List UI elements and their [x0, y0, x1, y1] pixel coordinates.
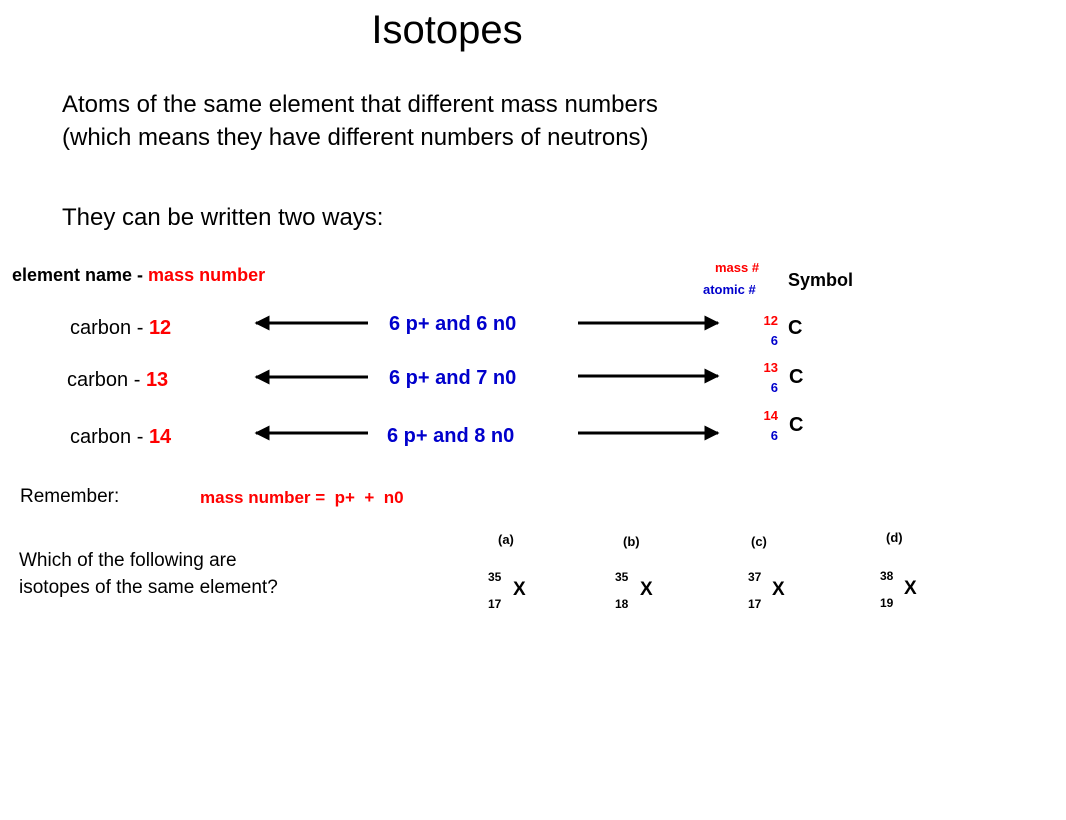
row-3-mass-number: 14: [763, 408, 778, 423]
atomic-label: atomic #: [703, 282, 756, 297]
question-line-1: Which of the following are: [19, 550, 237, 571]
row-1-name: carbon -: [70, 317, 149, 339]
row-1-atomic-number: 6: [770, 333, 778, 348]
row-3-name: carbon -: [70, 426, 149, 448]
option-b-label: (b): [623, 534, 640, 549]
option-d-mass: 38: [880, 569, 894, 583]
question-line-2: isotopes of the same element?: [19, 577, 278, 598]
page-title: Isotopes: [371, 8, 523, 52]
option-c-mass: 37: [748, 570, 762, 584]
row-3-atomic-number: 6: [770, 428, 778, 443]
row-2-symbol: C: [789, 366, 804, 388]
row-2-name: carbon -: [67, 369, 146, 391]
row-1-mass: 12: [148, 317, 172, 339]
remember-label: Remember:: [20, 486, 120, 507]
row-2-composition: 6 p+ and 7 n0: [389, 367, 517, 389]
option-d-symbol: X: [904, 578, 917, 599]
option-a-symbol: X: [513, 579, 526, 600]
row-1-composition: 6 p+ and 6 n0: [389, 313, 517, 335]
definition-line-2: (which means they have different numbers of neutrons): [62, 124, 649, 151]
row-3-mass: 14: [148, 426, 172, 448]
ways-text: They can be written two ways:: [62, 204, 384, 231]
option-d-label: (d): [886, 530, 903, 545]
option-c-label: (c): [751, 534, 767, 549]
row-1-symbol: C: [788, 317, 803, 339]
symbol-label: Symbol: [788, 270, 854, 290]
option-a-mass: 35: [488, 570, 502, 584]
row-2-atomic-number: 6: [770, 380, 778, 395]
option-a-atomic: 17: [488, 597, 502, 611]
option-a-label: (a): [498, 532, 514, 547]
option-b-symbol: X: [640, 579, 653, 600]
option-b-atomic: 18: [615, 597, 629, 611]
element-name-prefix: element name -: [12, 265, 149, 285]
definition-line-1: Atoms of the same element that different mass numbers: [62, 91, 658, 118]
row-3-symbol: C: [789, 414, 804, 436]
option-c-symbol: X: [772, 579, 785, 600]
row-2-mass: 13: [145, 369, 169, 391]
row-1-mass-number: 12: [763, 313, 778, 328]
mass-number-highlight: mass number: [148, 265, 266, 285]
mass-label: mass #: [715, 260, 760, 275]
option-c-atomic: 17: [748, 597, 762, 611]
row-3-composition: 6 p+ and 8 n0: [387, 425, 515, 447]
option-d-atomic: 19: [880, 596, 894, 610]
option-b-mass: 35: [615, 570, 629, 584]
mass-number-formula: mass number = p+ + n0: [200, 488, 404, 507]
row-2-mass-number: 13: [763, 360, 778, 375]
